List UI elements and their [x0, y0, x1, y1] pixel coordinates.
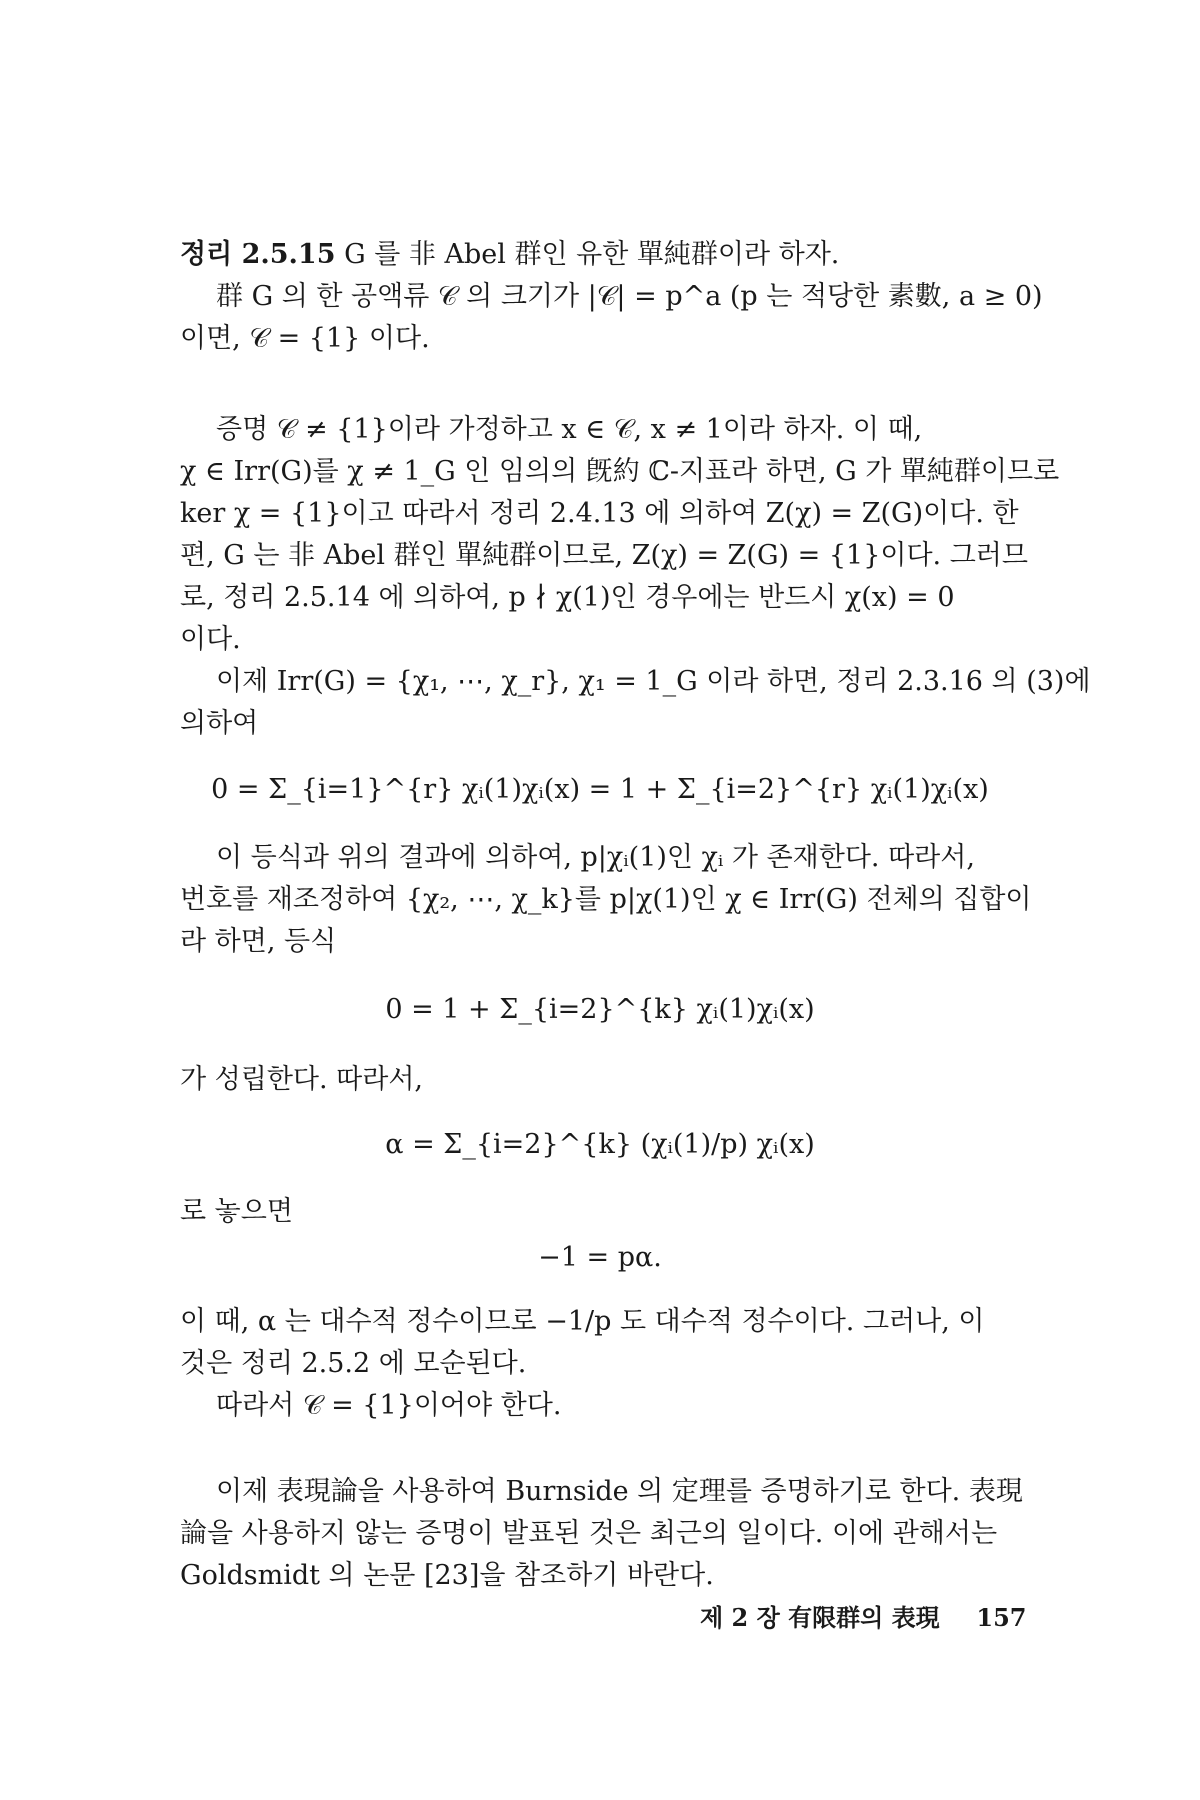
proof-line-3: ker χ = {1}이고 따라서 정리 2.4.13 에 의하여 Z(χ) = Z(G)이다. 한 [180, 498, 1019, 529]
equation-partial-sum: 0 = 1 + Σ_{i=2}^{k} χᵢ(1)χᵢ(x) [385, 994, 815, 1025]
equation-p-alpha: −1 = pα. [538, 1242, 662, 1273]
proof-line-12: 가 성립한다. 따라서, [180, 1064, 423, 1095]
theorem-line-3: 이면, 𝒞 = {1} 이다. [180, 323, 430, 354]
proof-line-1: 증명 𝒞 ≠ {1}이라 가정하고 x ∈ 𝒞, x ≠ 1이라 하자. 이 때, [216, 414, 923, 445]
proof-line-9: 이 등식과 위의 결과에 의하여, p|χᵢ(1)인 χᵢ 가 존재한다. 따라서, [216, 842, 975, 873]
closing-line-3: Goldsmidt 의 논문 [23]을 참조하기 바란다. [180, 1560, 714, 1591]
proof-line-2: χ ∈ Irr(G)를 χ ≠ 1_G 인 임의의 旣約 ℂ-지표라 하면, G 가 單純群이므로 [180, 456, 1060, 487]
proof-line-7: 이제 Irr(G) = {χ₁, ⋯, χ_r}, χ₁ = 1_G 이라 하면, 정리 2.3.16 의 (3)에 [216, 666, 1091, 697]
proof-line-13: 로 놓으면 [180, 1196, 293, 1227]
proof-line-6: 이다. [180, 624, 241, 655]
proof-line-16: 따라서 𝒞 = {1}이어야 한다. [216, 1390, 562, 1421]
proof-line-11: 라 하면, 등식 [180, 926, 337, 957]
page-footer [700, 1598, 1027, 1633]
proof-line-5: 로, 정리 2.5.14 에 의하여, p ∤ χ(1)인 경우에는 반드시 χ(x) = 0 [180, 582, 955, 613]
proof-line-15: 것은 정리 2.5.2 에 모순된다. [180, 1348, 527, 1379]
theorem-label: 정리 2.5.15 [180, 239, 336, 270]
theorem-statement-1: G 를 非 Abel 群인 유한 單純群이라 하자. [344, 239, 840, 270]
equation-sum-characters: 0 = Σ_{i=1}^{r} χᵢ(1)χᵢ(x) = 1 + Σ_{i=2}^{r} χᵢ(1)χᵢ(x) [211, 774, 989, 805]
chapter-title: 제 2 장 有限群의 表現 [700, 1603, 940, 1632]
theorem-line-1 [180, 235, 1040, 275]
proof-line-8: 의하여 [180, 708, 259, 739]
proof-line-4: 편, G 는 非 Abel 群인 單純群이므로, Z(χ) = Z(G) = {1}이다. 그러므 [180, 540, 1028, 571]
proof-line-14: 이 때, α 는 대수적 정수이므로 −1/p 도 대수적 정수이다. 그러나, 이 [180, 1306, 985, 1337]
closing-line-2: 論을 사용하지 않는 증명이 발표된 것은 최근의 일이다. 이에 관해서는 [180, 1518, 998, 1549]
theorem-line-2: 群 G 의 한 공액류 𝒞 의 크기가 |𝒞| = p^a (p 는 적당한 素數, a ≥ 0) [216, 281, 1043, 312]
proof-line-10: 번호를 재조정하여 {χ₂, ⋯, χ_k}를 p|χ(1)인 χ ∈ Irr(G) 전체의 집합이 [180, 884, 1032, 915]
page-number: 157 [976, 1603, 1027, 1632]
closing-line-1: 이제 表現論을 사용하여 Burnside 의 定理를 증명하기로 한다. 表現 [216, 1476, 1023, 1507]
equation-alpha-definition: α = Σ_{i=2}^{k} (χᵢ(1)/p) χᵢ(x) [385, 1129, 815, 1160]
